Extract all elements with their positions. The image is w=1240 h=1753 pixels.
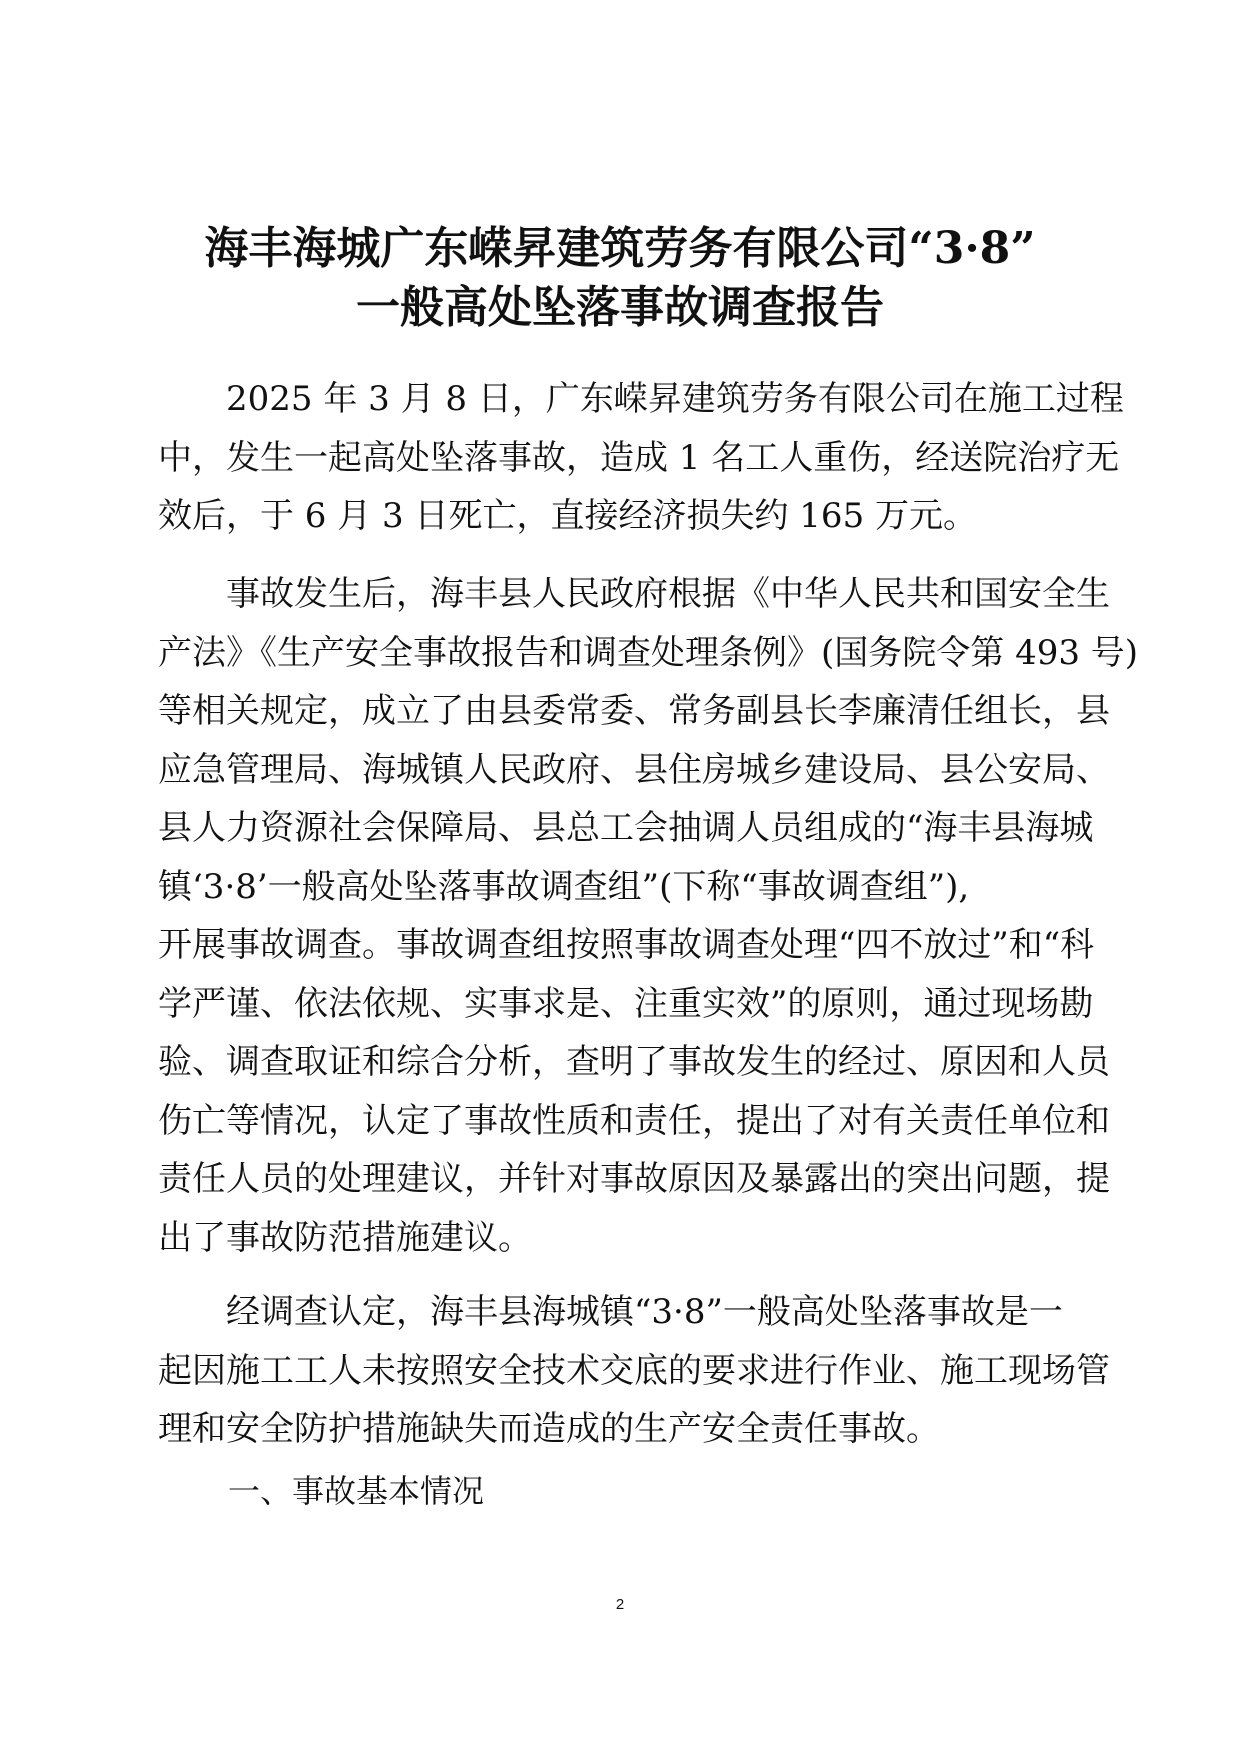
paragraph-line: 验、调查取证和综合分析，查明了事故发生的经过、原因和人员 — [158, 1042, 1110, 1082]
paragraph-investigation — [158, 565, 1139, 1267]
paragraph-line: 镇‘3·8’一般高处坠落事故调查组”(下称“事故调查组”), — [158, 866, 970, 907]
paragraph-line: 经调查认定，海丰县海城镇“3·8”一般高处坠落事故是一 — [226, 1292, 1063, 1332]
paragraph-line: 应急管理局、海城镇人民政府、县住房城乡建设局、县公安局、 — [158, 749, 1110, 790]
report-title-line-1: 海丰海城广东嵘昇建筑劳务有限公司“3·8” — [204, 223, 1036, 274]
paragraph-line: 产法》《生产安全事故报告和调查处理条例》(国务院令第 493 号) — [158, 632, 1139, 673]
paragraph-line: 县人力资源社会保障局、县总工会抽调人员组成的“海丰县海城 — [158, 808, 1094, 848]
section-heading: 一、事故基本情况 — [228, 1472, 485, 1510]
paragraph-line: 中，发生一起高处坠落事故，造成 1 名工人重伤，经送院治疗无 — [158, 437, 1120, 478]
paragraph-summary — [158, 370, 1124, 546]
report-title-line-2: 一般高处坠落事故调查报告 — [356, 282, 884, 333]
paragraph-line: 开展事故调查。事故调查组按照事故调查处理“四不放过”和“科 — [158, 925, 1095, 965]
paragraph-conclusion — [158, 1283, 1110, 1459]
paragraph-line: 理和安全防护措施缺失而造成的生产安全责任事故。 — [158, 1409, 940, 1449]
paragraph-line: 责任人员的处理建议，并针对事故原因及暴露出的突出问题，提 — [158, 1159, 1110, 1199]
paragraph-line: 等相关规定，成立了由县委常委、常务副县长李廉清任组长，县 — [158, 691, 1110, 731]
paragraph-line: 学严谨、依法依规、实事求是、注重实效”的原则，通过现场勘 — [158, 983, 1094, 1024]
paragraph-line: 出了事故防范措施建议。 — [158, 1217, 532, 1258]
paragraph-line: 起因施工工人未按照安全技术交底的要求进行作业、施工现场管 — [158, 1350, 1110, 1391]
paragraph-line: 2025 年 3 月 8 日，广东嵘昇建筑劳务有限公司在施工过程 — [226, 379, 1124, 419]
paragraph-line: 事故发生后，海丰县人民政府根据《中华人民共和国安全生 — [226, 574, 1110, 614]
page-number: 2 — [615, 1596, 625, 1613]
paragraph-line: 伤亡等情况，认定了事故性质和责任，提出了对有关责任单位和 — [158, 1100, 1110, 1141]
paragraph-line: 效后，于 6 月 3 日死亡，直接经济损失约 165 万元。 — [158, 496, 978, 536]
